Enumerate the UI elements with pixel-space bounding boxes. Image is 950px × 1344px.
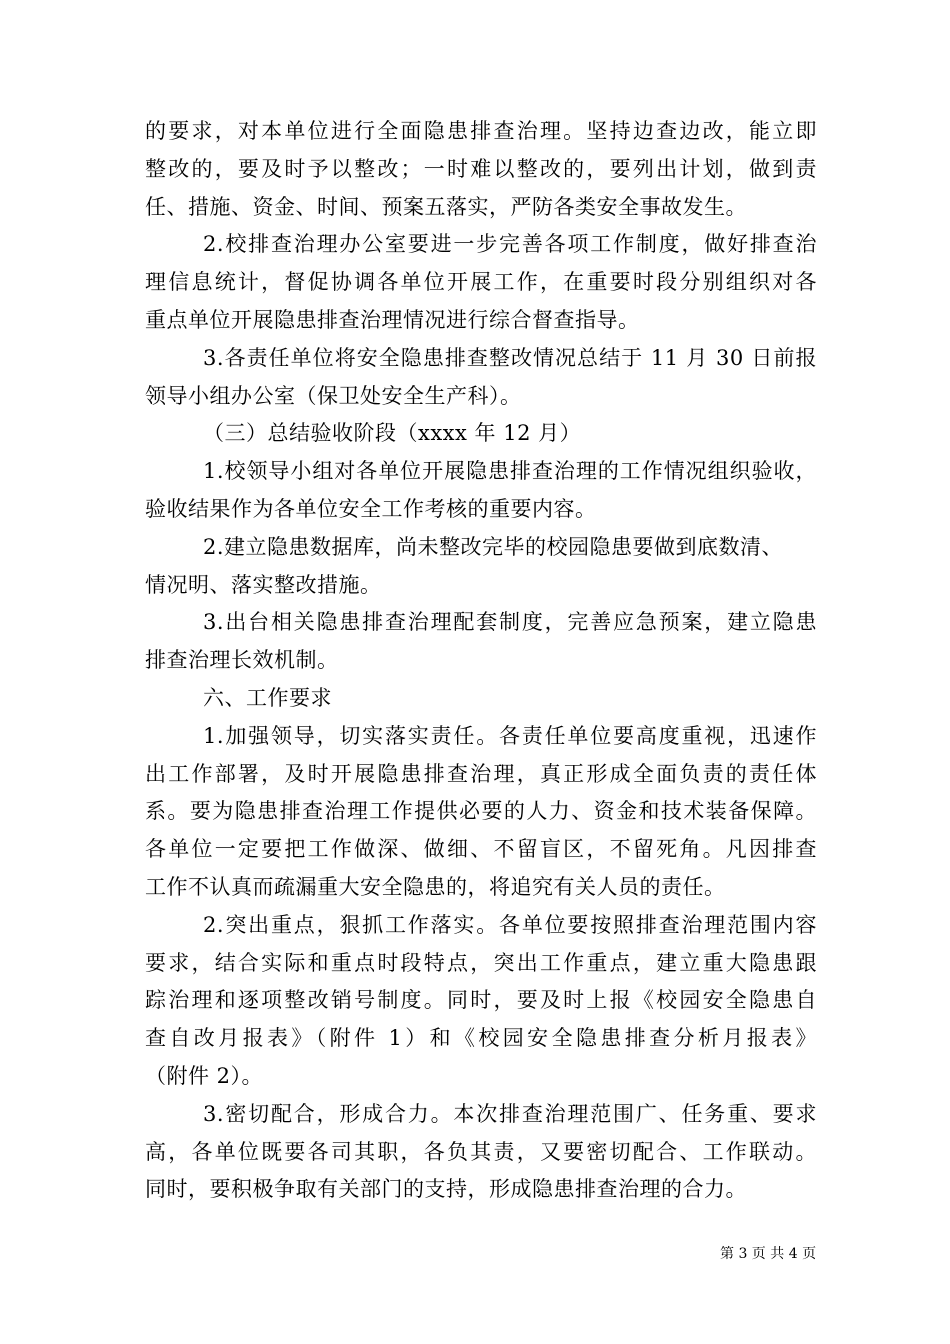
- section-heading: 六、工作要求: [203, 685, 332, 710]
- section-heading: （三）总结验收阶段（xxxx 年 12 月）: [203, 421, 582, 446]
- body-line: 2.校排查治理办公室要进一步完善各项工作制度，做好排查治: [203, 232, 817, 257]
- body-line: 系。要为隐患排查治理工作提供必要的人力、资金和技术装备保障。: [145, 799, 817, 824]
- body-line: （附件 2）。: [145, 1063, 264, 1088]
- body-line: 1.校领导小组对各单位开展隐患排查治理的工作情况组织验收，: [203, 459, 817, 484]
- body-line: 任、措施、资金、时间、预案五落实，严防各类安全事故发生。: [145, 194, 747, 219]
- body-line: 3.各责任单位将安全隐患排查整改情况总结于 11 月 30 日前报: [203, 345, 817, 370]
- body-line: 2.突出重点，狠抓工作落实。各单位要按照排查治理范围内容: [203, 912, 817, 937]
- body-line: 验收结果作为各单位安全工作考核的重要内容。: [145, 496, 597, 521]
- body-line: 情况明、落实整改措施。: [145, 572, 382, 597]
- body-line: 同时，要积极争取有关部门的支持，形成隐患排查治理的合力。: [145, 1177, 747, 1202]
- body-line: 3.密切配合，形成合力。本次排查治理范围广、任务重、要求: [203, 1101, 817, 1126]
- body-line: 出工作部署，及时开展隐患排查治理，真正形成全面负责的责任体: [145, 761, 817, 786]
- page-number: 第 3 页 共 4 页: [720, 1246, 817, 1262]
- body-line: 1.加强领导，切实落实责任。各责任单位要高度重视，迅速作: [203, 723, 817, 748]
- body-line: 3.出台相关隐患排查治理配套制度，完善应急预案，建立隐患: [203, 610, 817, 635]
- body-line: 各单位一定要把工作做深、做细、不留盲区，不留死角。凡因排查: [145, 837, 817, 862]
- body-line: 的要求，对本单位进行全面隐患排查治理。坚持边查边改，能立即: [145, 119, 817, 143]
- body-line: 整改的，要及时予以整改；一时难以整改的，要列出计划，做到责: [145, 156, 817, 181]
- body-line: 要求，结合实际和重点时段特点，突出工作重点，建立重大隐患跟: [145, 950, 817, 975]
- document-body: [145, 113, 817, 1209]
- body-line: 高，各单位既要各司其职，各负其责，又要密切配合、工作联动。: [145, 1139, 817, 1164]
- body-line: 2.建立隐患数据库，尚未整改完毕的校园隐患要做到底数清、: [203, 534, 784, 559]
- body-line: 工作不认真而疏漏重大安全隐患的，将追究有关人员的责任。: [145, 874, 726, 899]
- body-line: 重点单位开展隐患排查治理情况进行综合督查指导。: [145, 307, 640, 332]
- body-line: 查自改月报表》（附件 1）和《校园安全隐患排查分析月报表》: [145, 1026, 817, 1051]
- body-line: 理信息统计，督促协调各单位开展工作，在重要时段分别组织对各: [145, 270, 817, 295]
- body-line: 领导小组办公室（保卫处安全生产科）。: [145, 383, 522, 408]
- body-line: 排查治理长效机制。: [145, 648, 339, 673]
- body-line: 踪治理和逐项整改销号制度。同时，要及时上报《校园安全隐患自: [145, 988, 817, 1013]
